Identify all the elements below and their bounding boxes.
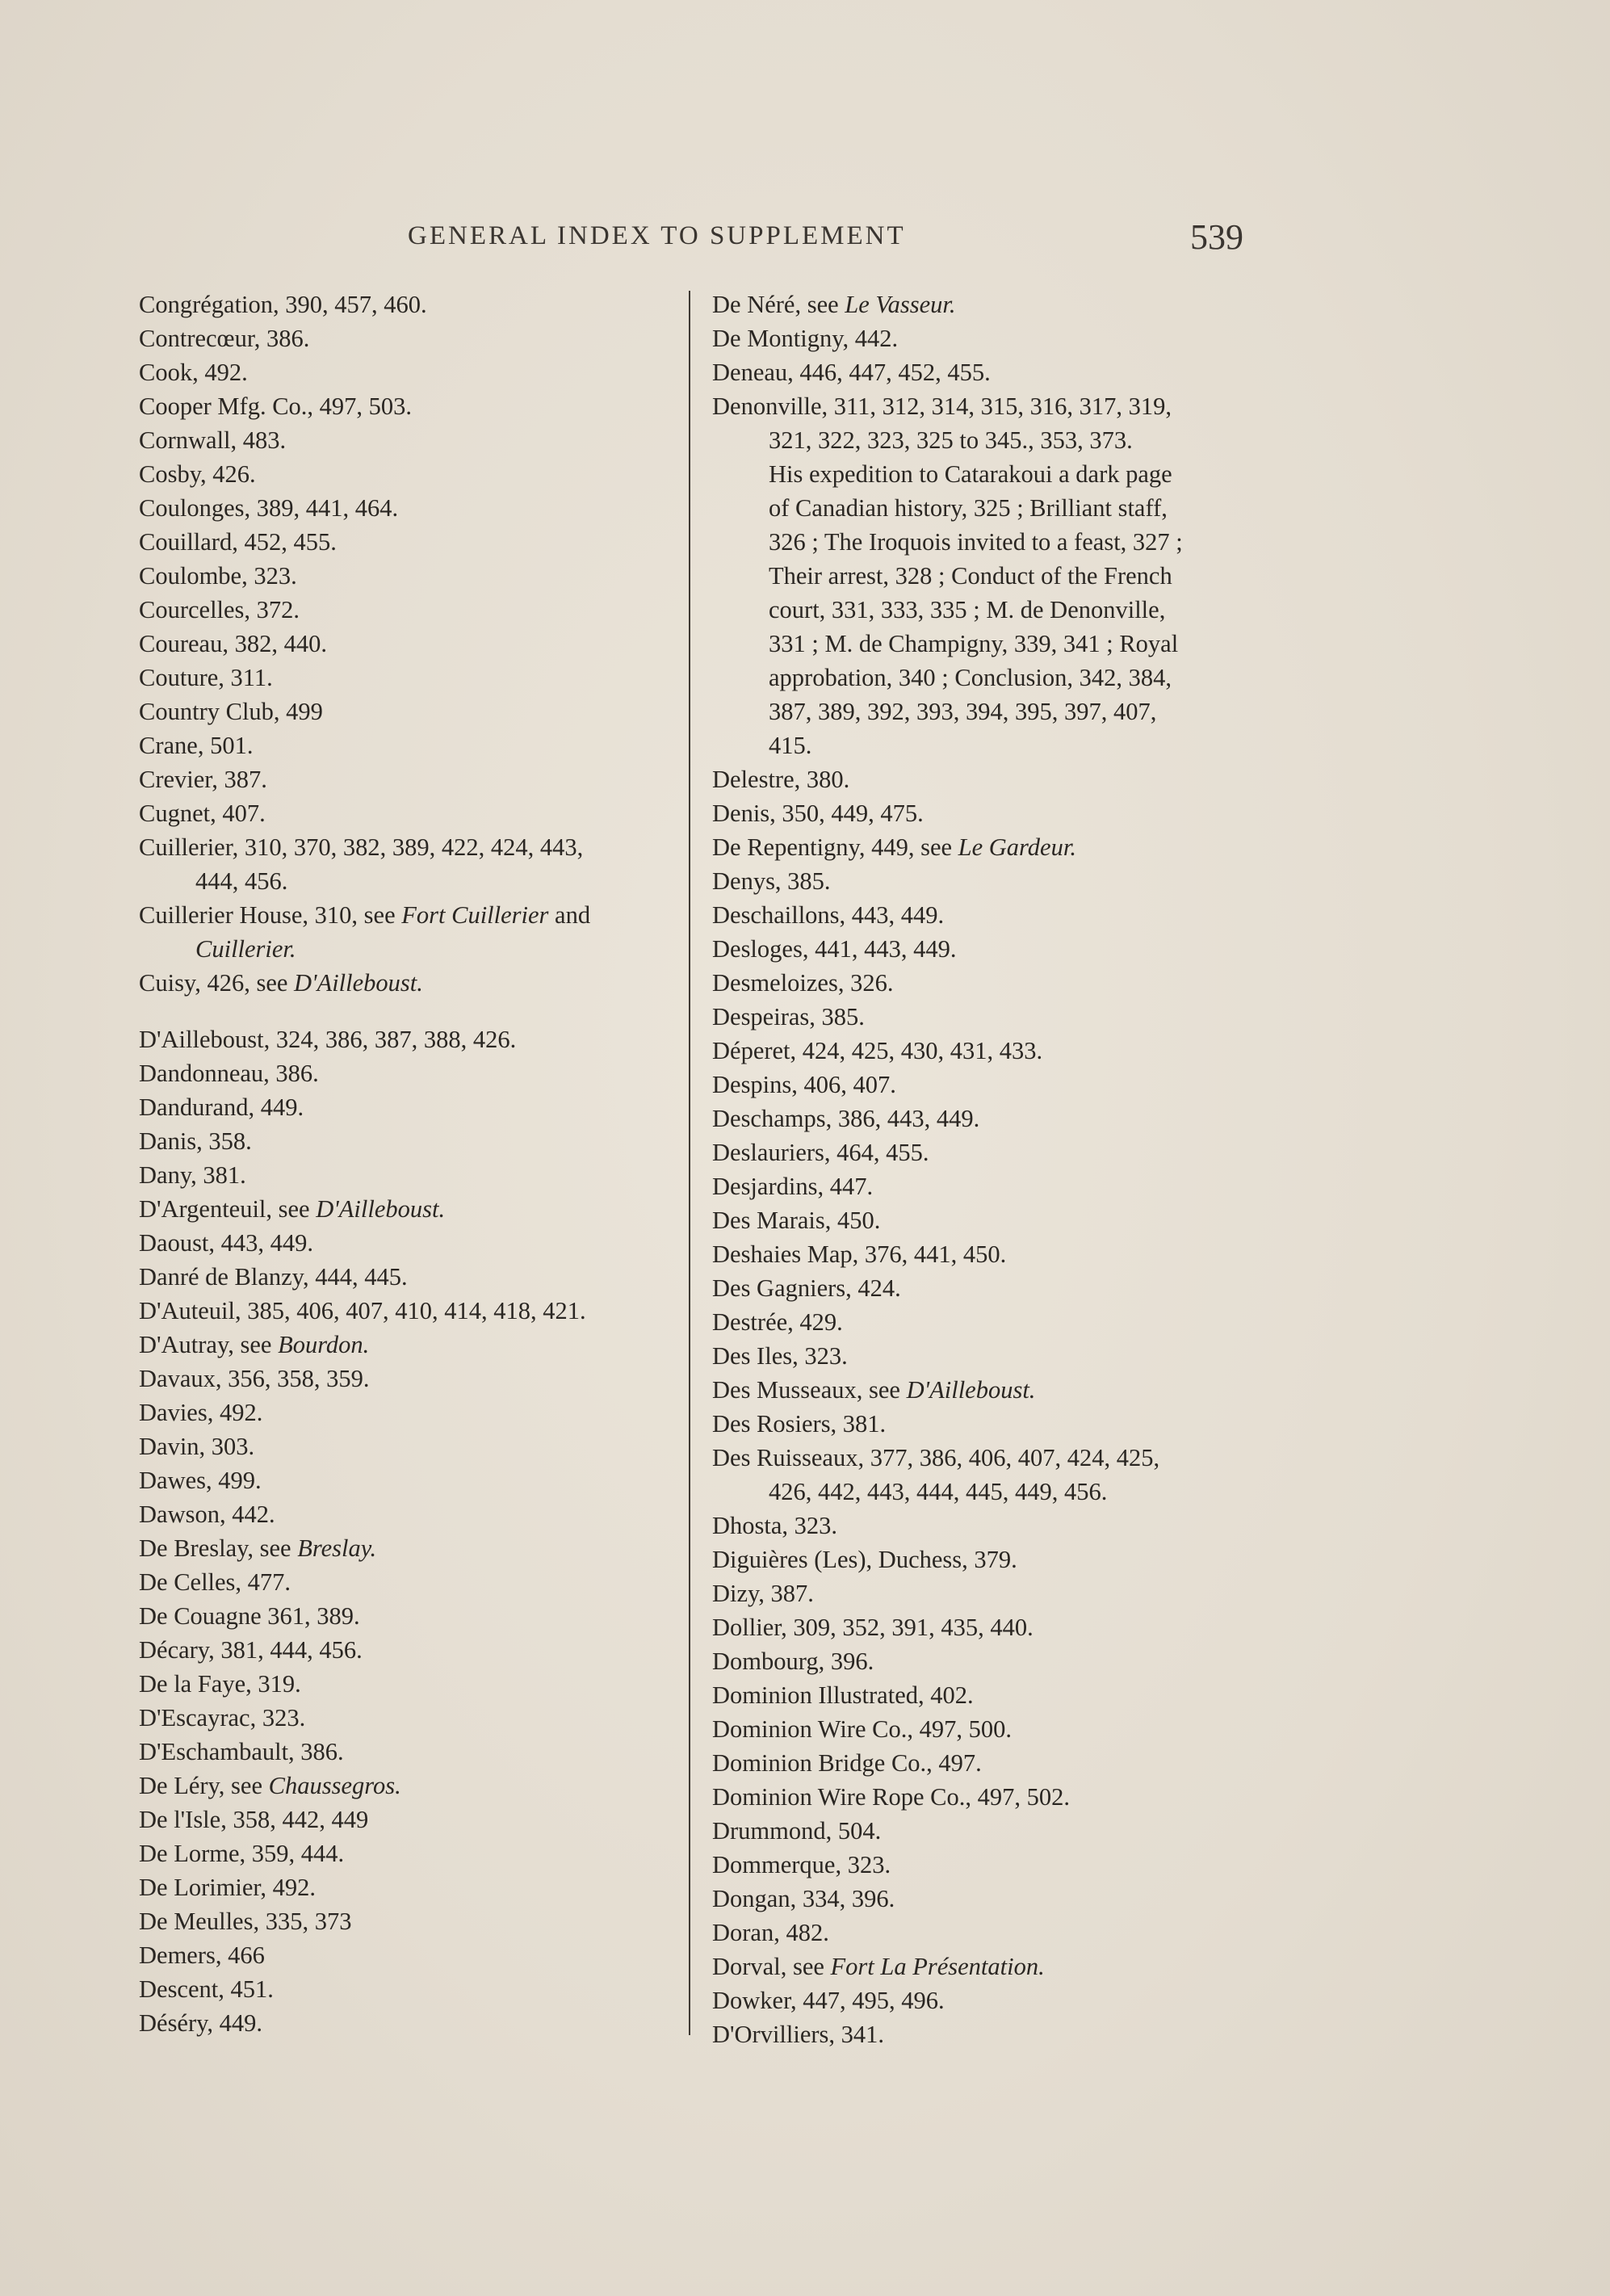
index-entry bbox=[712, 932, 1277, 966]
entry-text: Contrecœur, 386. bbox=[139, 325, 310, 352]
index-entry bbox=[712, 1644, 1277, 1678]
entry-text: Des Marais, 450. bbox=[712, 1207, 881, 1234]
running-head bbox=[408, 216, 1243, 265]
index-entry bbox=[139, 1667, 681, 1701]
index-entry bbox=[712, 1203, 1277, 1237]
entry-text: Denys, 385. bbox=[712, 867, 831, 895]
entry-text: Crevier, 387. bbox=[139, 766, 267, 793]
entry-cross-reference: Fort Cuillerier bbox=[401, 901, 549, 929]
entry-text: Country Club, 499 bbox=[139, 698, 323, 725]
entry-text: Dominion Bridge Co., 497. bbox=[712, 1749, 982, 1777]
index-entry bbox=[712, 1848, 1277, 1882]
entry-text: Congrégation, 390, 457, 460. bbox=[139, 291, 427, 318]
index-entry bbox=[712, 389, 1277, 762]
index-entry bbox=[712, 1712, 1277, 1746]
entry-text: Coureau, 382, 440. bbox=[139, 630, 327, 657]
entry-text: 426, 442, 443, 444, 445, 449, 456. bbox=[769, 1478, 1108, 1505]
entry-text: Cooper Mfg. Co., 497, 503. bbox=[139, 392, 413, 420]
entry-text: and bbox=[548, 901, 591, 929]
index-entry bbox=[139, 695, 681, 728]
index-entry bbox=[139, 1836, 681, 1870]
index-entry bbox=[139, 1429, 681, 1463]
entry-text: His expedition to Catarakoui a dark page bbox=[769, 460, 1172, 488]
entry-text: Desloges, 441, 443, 449. bbox=[712, 935, 957, 963]
index-entry bbox=[139, 321, 681, 355]
index-entry bbox=[712, 1610, 1277, 1644]
index-entry bbox=[712, 1882, 1277, 1916]
index-entry bbox=[712, 1135, 1277, 1169]
entry-text: D'Orvilliers, 341. bbox=[712, 2021, 885, 2048]
index-entry bbox=[712, 288, 1277, 321]
entry-text: Deneau, 446, 447, 452, 455. bbox=[712, 359, 991, 386]
index-entry bbox=[712, 1102, 1277, 1135]
entry-text: court, 331, 333, 335 ; M. de Denonville, bbox=[769, 596, 1166, 623]
entry-text: Couillard, 452, 455. bbox=[139, 528, 337, 556]
index-entry bbox=[139, 1226, 681, 1260]
index-entry bbox=[139, 830, 681, 898]
entry-text: Des Rosiers, 381. bbox=[712, 1410, 887, 1438]
index-entry bbox=[712, 1746, 1277, 1780]
entry-text: Denis, 350, 449, 475. bbox=[712, 800, 924, 827]
index-entry bbox=[139, 1192, 681, 1226]
index-entry bbox=[139, 2006, 681, 2040]
index-entry bbox=[139, 1124, 681, 1158]
entry-text: Doran, 482. bbox=[712, 1919, 829, 1946]
index-entry bbox=[712, 1983, 1277, 2017]
entry-text: Déséry, 449. bbox=[139, 2009, 263, 2037]
entry-text: Cuisy, 426, see bbox=[139, 969, 295, 997]
entry-text: Dawes, 499. bbox=[139, 1467, 262, 1494]
entry-cross-reference: D'Ailleboust. bbox=[294, 969, 423, 997]
entry-text: 415. bbox=[769, 732, 812, 759]
index-entry bbox=[139, 1599, 681, 1633]
index-entry bbox=[712, 830, 1277, 864]
index-entry bbox=[712, 1339, 1277, 1373]
entry-text: Dowker, 447, 495, 496. bbox=[712, 1987, 945, 2014]
entry-text: Dany, 381. bbox=[139, 1161, 246, 1189]
index-entry bbox=[139, 1633, 681, 1667]
entry-text: Des Gagniers, 424. bbox=[712, 1274, 901, 1302]
entry-text: D'Auteuil, 385, 406, 407, 410, 414, 418, 421. bbox=[139, 1297, 586, 1324]
entry-text: Dominion Wire Co., 497, 500. bbox=[712, 1715, 1012, 1743]
index-entry bbox=[139, 762, 681, 796]
entry-text: Cuillerier House, 310, see bbox=[139, 901, 402, 929]
index-entry bbox=[139, 1565, 681, 1599]
index-entry bbox=[139, 1463, 681, 1497]
index-entry bbox=[139, 1158, 681, 1192]
index-entry bbox=[712, 864, 1277, 898]
index-entry bbox=[139, 457, 681, 491]
entry-text: De Meulles, 335, 373 bbox=[139, 1908, 352, 1935]
entry-cross-reference: Breslay. bbox=[297, 1534, 377, 1562]
index-entry bbox=[139, 1294, 681, 1328]
entry-cross-reference: Le Vasseur. bbox=[845, 291, 956, 318]
index-entry bbox=[139, 1938, 681, 1972]
index-entry bbox=[712, 1271, 1277, 1305]
entry-text: Cuillerier, 310, 370, 382, 389, 422, 424, 443, bbox=[139, 833, 584, 861]
entry-text: Desmeloizes, 326. bbox=[712, 969, 894, 997]
index-entry bbox=[712, 1034, 1277, 1068]
index-entry bbox=[139, 355, 681, 389]
index-entry bbox=[139, 1769, 681, 1803]
entry-text: Dizy, 387. bbox=[712, 1580, 814, 1607]
index-entry bbox=[139, 728, 681, 762]
entry-cross-reference: Fort La Présentation. bbox=[830, 1953, 1045, 1980]
entry-text: Daoust, 443, 449. bbox=[139, 1229, 314, 1257]
index-entry bbox=[712, 1000, 1277, 1034]
index-entry bbox=[139, 1362, 681, 1396]
entry-text: Dorval, see bbox=[712, 1953, 831, 1980]
entry-text: Coulombe, 323. bbox=[139, 562, 297, 590]
page-number: 539 bbox=[1190, 217, 1243, 257]
index-column-right bbox=[712, 288, 1277, 2051]
entry-text: D'Autray, see bbox=[139, 1331, 279, 1358]
entry-text: De Couagne 361, 389. bbox=[139, 1602, 360, 1630]
entry-text: Despins, 406, 407. bbox=[712, 1071, 896, 1098]
entry-text: De Montigny, 442. bbox=[712, 325, 899, 352]
entry-text: Dollier, 309, 352, 391, 435, 440. bbox=[712, 1614, 1034, 1641]
index-entry bbox=[712, 1407, 1277, 1441]
entry-text: Davies, 492. bbox=[139, 1399, 263, 1426]
entry-text: Cosby, 426. bbox=[139, 460, 256, 488]
entry-text: Demers, 466 bbox=[139, 1941, 265, 1969]
entry-text: Delestre, 380. bbox=[712, 766, 850, 793]
entry-text: Des Ruisseaux, 377, 386, 406, 407, 424, 425, bbox=[712, 1444, 1160, 1471]
entry-text: 387, 389, 392, 393, 394, 395, 397, 407, bbox=[769, 698, 1157, 725]
entry-text: D'Escayrac, 323. bbox=[139, 1704, 306, 1731]
entry-text: De l'Isle, 358, 442, 449 bbox=[139, 1806, 369, 1833]
index-entry bbox=[139, 1497, 681, 1531]
index-entry bbox=[712, 898, 1277, 932]
column-divider bbox=[689, 291, 690, 2035]
entry-text: Drummond, 504. bbox=[712, 1817, 882, 1845]
index-entry bbox=[712, 1441, 1277, 1509]
index-entry bbox=[712, 1678, 1277, 1712]
index-entry bbox=[139, 559, 681, 593]
entry-cross-reference: Bourdon. bbox=[278, 1331, 370, 1358]
index-entry bbox=[712, 321, 1277, 355]
index-entry bbox=[139, 288, 681, 321]
entry-text: De Léry, see bbox=[139, 1772, 269, 1799]
entry-text: Danis, 358. bbox=[139, 1127, 252, 1155]
entry-text: Décary, 381, 444, 456. bbox=[139, 1636, 363, 1664]
index-entry bbox=[712, 1576, 1277, 1610]
entry-text: D'Ailleboust, 324, 386, 387, 388, 426. bbox=[139, 1026, 517, 1053]
index-entry bbox=[712, 355, 1277, 389]
index-entry bbox=[712, 762, 1277, 796]
index-entry bbox=[139, 661, 681, 695]
index-entry bbox=[139, 966, 681, 1000]
entry-text: Despeiras, 385. bbox=[712, 1003, 865, 1030]
index-entry bbox=[712, 966, 1277, 1000]
entry-text: Coulonges, 389, 441, 464. bbox=[139, 494, 399, 522]
entry-text: D'Eschambault, 386. bbox=[139, 1738, 344, 1765]
index-entry bbox=[139, 525, 681, 559]
entry-cross-reference: D'Ailleboust. bbox=[316, 1195, 446, 1223]
entry-text: Destrée, 429. bbox=[712, 1308, 843, 1336]
entry-text: approbation, 340 ; Conclusion, 342, 384, bbox=[769, 664, 1172, 691]
index-entry bbox=[139, 1396, 681, 1429]
index-entry bbox=[712, 1950, 1277, 1983]
index-entry bbox=[139, 1531, 681, 1565]
entry-text: De Celles, 477. bbox=[139, 1568, 291, 1596]
entry-text: Dandurand, 449. bbox=[139, 1093, 304, 1121]
entry-text: Davin, 303. bbox=[139, 1433, 255, 1460]
entry-cross-reference: D'Ailleboust. bbox=[906, 1376, 1036, 1404]
entry-text: 444, 456. bbox=[195, 867, 288, 895]
entry-text: Cook, 492. bbox=[139, 359, 248, 386]
index-entry bbox=[712, 796, 1277, 830]
index-entry bbox=[712, 1780, 1277, 1814]
index-entry bbox=[139, 1056, 681, 1090]
index-entry bbox=[139, 1090, 681, 1124]
entry-text: Dombourg, 396. bbox=[712, 1647, 874, 1675]
index-entry bbox=[139, 491, 681, 525]
index-entry bbox=[139, 423, 681, 457]
index-entry bbox=[712, 1814, 1277, 1848]
entry-text: Descent, 451. bbox=[139, 1975, 274, 2003]
entry-text: Danré de Blanzy, 444, 445. bbox=[139, 1263, 408, 1291]
index-entry bbox=[712, 1169, 1277, 1203]
entry-text: De Néré, see bbox=[712, 291, 845, 318]
entry-text: Desjardins, 447. bbox=[712, 1173, 874, 1200]
index-entry bbox=[139, 1701, 681, 1735]
entry-text: Deslauriers, 464, 455. bbox=[712, 1139, 929, 1166]
entry-text: Dommerque, 323. bbox=[712, 1851, 891, 1878]
entry-text: De Lorme, 359, 444. bbox=[139, 1840, 345, 1867]
entry-text: Des Musseaux, see bbox=[712, 1376, 907, 1404]
entry-text: of Canadian history, 325 ; Brilliant staff, bbox=[769, 494, 1168, 522]
index-entry bbox=[712, 1068, 1277, 1102]
entry-text: Cornwall, 483. bbox=[139, 426, 287, 454]
index-entry bbox=[712, 1916, 1277, 1950]
entry-text: 321, 322, 323, 325 to 345., 353, 373. bbox=[769, 426, 1133, 454]
entry-text: Denonville, 311, 312, 314, 315, 316, 317, 319, bbox=[712, 392, 1172, 420]
index-column-left bbox=[139, 288, 681, 2040]
index-entry bbox=[712, 1543, 1277, 1576]
entry-text: D'Argenteuil, see bbox=[139, 1195, 317, 1223]
index-entry bbox=[712, 1373, 1277, 1407]
entry-text: Des Iles, 323. bbox=[712, 1342, 848, 1370]
entry-text: Diguières (Les), Duchess, 379. bbox=[712, 1546, 1017, 1573]
index-entry bbox=[139, 627, 681, 661]
entry-text: Dongan, 334, 396. bbox=[712, 1885, 895, 1912]
index-entry bbox=[139, 1904, 681, 1938]
index-entry bbox=[139, 1022, 681, 1056]
entry-text: Déperet, 424, 425, 430, 431, 433. bbox=[712, 1037, 1043, 1064]
index-entry bbox=[712, 1509, 1277, 1543]
entry-text: Dandonneau, 386. bbox=[139, 1060, 319, 1087]
index-entry bbox=[712, 2017, 1277, 2051]
entry-text: Dominion Illustrated, 402. bbox=[712, 1681, 974, 1709]
entry-text: Dhosta, 323. bbox=[712, 1512, 838, 1539]
entry-text: 326 ; The Iroquois invited to a feast, 327 ; bbox=[769, 528, 1183, 556]
index-entry bbox=[139, 389, 681, 423]
entry-cross-reference: Chaussegros. bbox=[268, 1772, 401, 1799]
index-entry bbox=[139, 1328, 681, 1362]
entry-cross-reference: Le Gardeur. bbox=[958, 833, 1076, 861]
index-entry bbox=[139, 593, 681, 627]
entry-text: De Repentigny, 449, see bbox=[712, 833, 958, 861]
index-entry bbox=[139, 796, 681, 830]
entry-text: Davaux, 356, 358, 359. bbox=[139, 1365, 370, 1392]
index-entry bbox=[139, 1260, 681, 1294]
entry-text: Dawson, 442. bbox=[139, 1501, 275, 1528]
entry-text: Deshaies Map, 376, 441, 450. bbox=[712, 1240, 1007, 1268]
index-entry bbox=[139, 1803, 681, 1836]
entry-cross-reference: Cuillerier. bbox=[195, 935, 296, 963]
entry-text: Deschamps, 386, 443, 449. bbox=[712, 1105, 980, 1132]
index-entry bbox=[712, 1305, 1277, 1339]
entry-text: Couture, 311. bbox=[139, 664, 273, 691]
running-head-title: GENERAL INDEX TO SUPPLEMENT bbox=[408, 221, 906, 250]
entry-text: 331 ; M. de Champigny, 339, 341 ; Royal bbox=[769, 630, 1179, 657]
entry-text: De Lorimier, 492. bbox=[139, 1874, 316, 1901]
section-gap bbox=[139, 1000, 681, 1022]
index-entry bbox=[139, 1972, 681, 2006]
index-entry bbox=[712, 1237, 1277, 1271]
index-entry bbox=[139, 898, 681, 966]
entry-text: De la Faye, 319. bbox=[139, 1670, 301, 1698]
entry-text: Cugnet, 407. bbox=[139, 800, 266, 827]
entry-text: Courcelles, 372. bbox=[139, 596, 300, 623]
entry-text: De Breslay, see bbox=[139, 1534, 298, 1562]
index-entry bbox=[139, 1735, 681, 1769]
entry-text: Their arrest, 328 ; Conduct of the French bbox=[769, 562, 1172, 590]
entry-text: Dominion Wire Rope Co., 497, 502. bbox=[712, 1783, 1070, 1811]
entry-text: Deschaillons, 443, 449. bbox=[712, 901, 945, 929]
entry-text: Crane, 501. bbox=[139, 732, 254, 759]
index-entry bbox=[139, 1870, 681, 1904]
